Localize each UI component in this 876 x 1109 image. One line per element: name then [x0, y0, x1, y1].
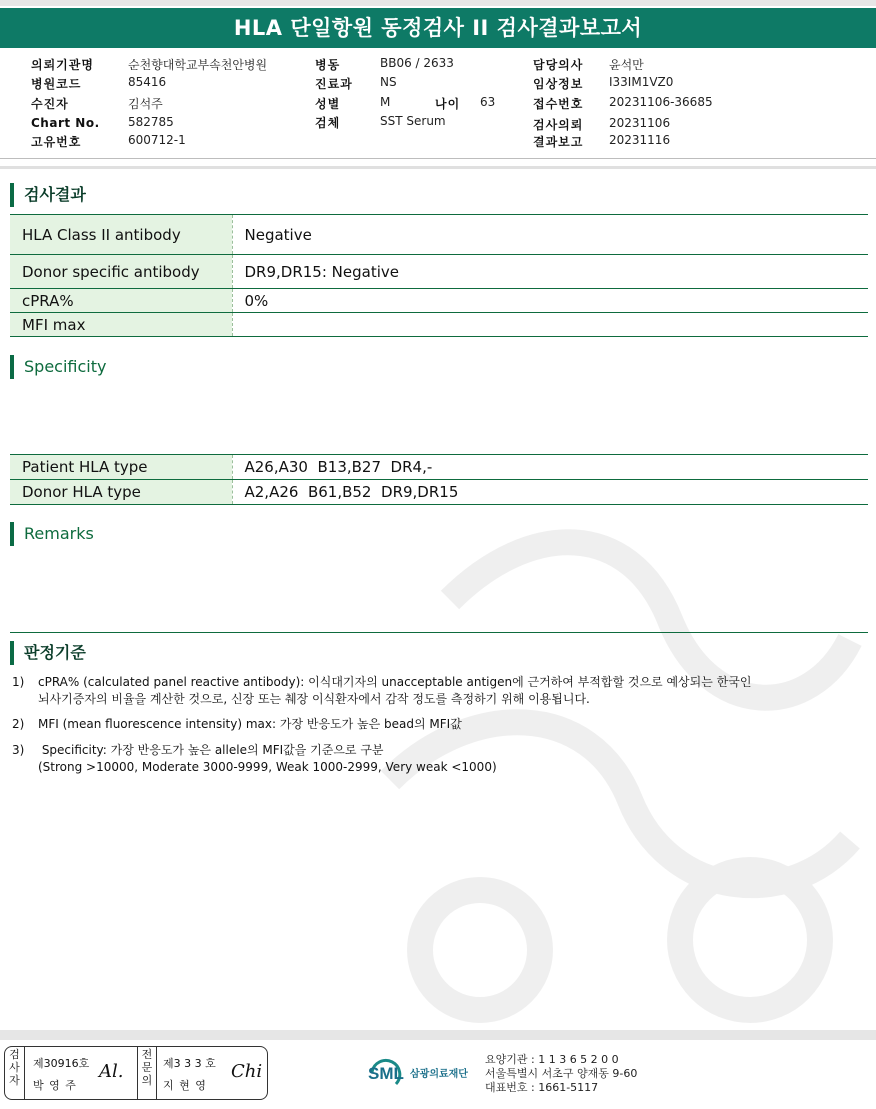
section-remarks-heading: Remarks	[10, 522, 94, 546]
label-sex: 성별	[315, 97, 341, 111]
sml-logo-icon	[366, 1052, 486, 1092]
doctor-license-no: 제3 3 3 호	[163, 1057, 216, 1070]
tester-column-label: 검 사 자	[5, 1047, 25, 1099]
criteria-item	[12, 674, 852, 710]
table-row	[10, 455, 868, 480]
value-physician: 윤석만	[609, 58, 644, 72]
value-clinical-info: I33IM1VZ0	[609, 75, 674, 89]
tester-name: 박 영 주	[33, 1079, 77, 1092]
organization-info	[485, 1053, 637, 1095]
doctor-column-label: 전 문 의	[137, 1047, 157, 1099]
org-line: 대표번호 : 1661-5117	[485, 1081, 599, 1094]
footer-strip	[0, 1030, 876, 1040]
criteria-line: cPRA% (calculated panel reactive antibody): 이식대기자의 unacceptable antigen에 근거하여 부적합할 것으로 예상되는 한국인	[38, 675, 752, 689]
label-request-date: 검사의뢰	[533, 118, 584, 132]
criteria-line: 뇌사기증자의 비율을 계산한 것으로, 신장 또는 췌장 이식환자에서 감작 정도를 측정하기 위해 이용됩니다.	[38, 692, 590, 706]
remarks-divider	[10, 632, 868, 633]
value-report-date: 20231116	[609, 133, 671, 147]
value-receipt-no: 20231106-36685	[609, 95, 713, 109]
section-results-heading: 검사결과	[10, 183, 86, 207]
hla-type-table	[10, 454, 868, 505]
value-institution: 순천향대학교부속천안병원	[128, 58, 268, 72]
result-key: MFI max	[10, 313, 232, 337]
label-hospital-code: 병원코드	[31, 77, 82, 91]
table-row	[10, 313, 868, 337]
value-hospital-code: 85416	[128, 75, 167, 89]
criteria-number: 1)	[12, 675, 25, 689]
result-value	[232, 313, 868, 337]
value-ward: BB06 / 2633	[380, 56, 454, 70]
org-line: 서울특별시 서초구 양재동 9-60	[485, 1067, 638, 1080]
org-line: 요양기관 : 1 1 3 6 5 2 0 0	[485, 1053, 619, 1066]
doctor-name: 지 현 영	[163, 1079, 207, 1092]
table-row	[10, 215, 868, 255]
top-strip	[0, 0, 876, 6]
label-receipt-no: 접수번호	[533, 97, 584, 111]
signature-box	[4, 1046, 268, 1100]
value-sex: M	[380, 95, 391, 109]
label-patient: 수진자	[31, 97, 69, 111]
criteria-line: MFI (mean fluorescence intensity) max: 가장 반응도가 높은 bead의 MFI값	[38, 717, 462, 731]
result-key: Donor specific antibody	[10, 255, 232, 289]
org-name: 삼광의료재단	[410, 1069, 468, 1080]
hla-type-value: A2,A26 B61,B52 DR9,DR15	[232, 480, 868, 505]
section-specificity-heading: Specificity	[10, 355, 106, 379]
hla-type-key: Patient HLA type	[10, 455, 232, 480]
label-ward: 병동	[315, 58, 341, 72]
table-row	[10, 289, 868, 313]
label-report-date: 결과보고	[533, 135, 584, 149]
criteria-item	[12, 742, 852, 778]
label-clinical-info: 임상정보	[533, 77, 584, 91]
criteria-item	[12, 716, 852, 734]
value-patient: 김석주	[128, 97, 163, 111]
label-department: 진료과	[315, 77, 353, 91]
criteria-number: 3)	[12, 743, 25, 757]
logo-text: SML	[368, 1064, 404, 1083]
hla-type-key: Donor HLA type	[10, 480, 232, 505]
organization-logo	[366, 1052, 486, 1092]
value-request-date: 20231106	[609, 116, 671, 130]
results-table	[10, 214, 868, 337]
header-divider-band	[0, 166, 876, 169]
value-specimen: SST Serum	[380, 114, 446, 128]
label-institution: 의뢰기관명	[31, 58, 94, 72]
value-chart-no: 582785	[128, 115, 174, 129]
tester-license-no: 제30916호	[33, 1057, 90, 1070]
value-unique-no: 600712-1	[128, 133, 186, 147]
criteria-number: 2)	[12, 717, 25, 731]
table-row	[10, 255, 868, 289]
header-divider	[0, 158, 876, 159]
result-value: Negative	[232, 215, 868, 255]
value-department: NS	[380, 75, 397, 89]
result-value: DR9,DR15: Negative	[232, 255, 868, 289]
criteria-line: Specificity: 가장 반응도가 높은 allele의 MFI값을 기준으로 구분	[38, 743, 384, 757]
label-age: 나이	[435, 97, 461, 111]
value-age: 63	[480, 95, 496, 109]
table-row	[10, 480, 868, 505]
report-title: HLA 단일항원 동정검사 II 검사결과보고서	[0, 8, 876, 48]
result-value: 0%	[232, 289, 868, 313]
hla-type-value: A26,A30 B13,B27 DR4,-	[232, 455, 868, 480]
label-physician: 담당의사	[533, 58, 584, 72]
criteria-line: (Strong >10000, Moderate 3000-9999, Weak 1000-2999, Very weak <1000)	[38, 760, 497, 774]
label-unique-no: 고유번호	[31, 135, 82, 149]
result-key: cPRA%	[10, 289, 232, 313]
doctor-signature: Chi	[231, 1061, 263, 1082]
label-chart-no: Chart No.	[31, 116, 100, 130]
label-specimen: 검체	[315, 116, 341, 130]
tester-signature: Al.	[99, 1061, 124, 1082]
section-criteria-heading: 판정기준	[10, 641, 86, 665]
patient-info-block	[0, 56, 876, 156]
result-key: HLA Class II antibody	[10, 215, 232, 255]
